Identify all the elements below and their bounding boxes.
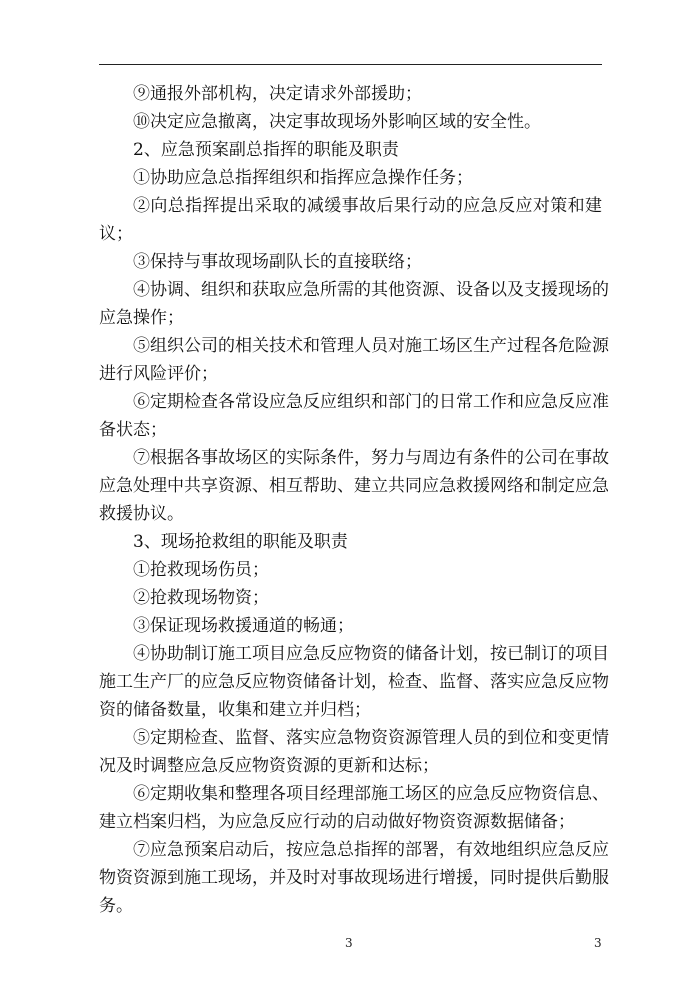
text-line: ⑤组织公司的相关技术和管理人员对施工场区生产过程各危险源 (133, 336, 609, 356)
text-line: 救援协议。 (99, 504, 184, 524)
text-line: 议； (99, 224, 133, 244)
document-body (99, 80, 609, 920)
text-line: ⑦根据各事故场区的实际条件，努力与周边有条件的公司在事故 (133, 448, 609, 468)
text-line: ①协助应急总指挥组织和指挥应急操作任务； (133, 168, 473, 188)
text-line: ⑥定期检查各常设应急反应组织和部门的日常工作和应急反应准 (133, 392, 609, 412)
text-line: 务。 (99, 896, 133, 916)
text-line: ⑨通报外部机构，决定请求外部援助； (133, 84, 422, 104)
text-line: ①抢救现场伤员； (133, 560, 269, 580)
text-line: ⑦应急预案启动后，按应急总指挥的部署，有效地组织应急反应 (133, 840, 609, 860)
text-line: 资的储备数量，收集和建立并归档； (99, 700, 371, 720)
page-number-center: 3 (345, 936, 353, 950)
page-number-right: 3 (594, 936, 602, 950)
text-line: ⑥定期收集和整理各项目经理部施工场区的应急反应物资信息、 (133, 784, 609, 804)
text-line: ②抢救现场物资； (133, 588, 269, 608)
text-line: ⑩决定应急撤离，决定事故现场外影响区域的安全性。 (133, 112, 541, 132)
text-line: 建立档案归档，为应急反应行动的启动做好物资资源数据储备； (99, 812, 575, 832)
text-line: ②向总指挥提出采取的减缓事故后果行动的应急反应对策和建 (133, 196, 602, 216)
text-line: 物资资源到施工现场，并及时对事故现场进行增援，同时提供后勤服 (99, 868, 609, 888)
text-line: ⑤定期检查、监督、落实应急物资资源管理人员的到位和变更情 (133, 728, 609, 748)
header-rule (99, 64, 602, 65)
text-line: 2、应急预案副总指挥的职能及职责 (133, 140, 399, 160)
text-line: 3、现场抢救组的职能及职责 (133, 532, 348, 552)
text-line: 况及时调整应急反应物资资源的更新和达标； (99, 756, 439, 776)
text-line: 应急操作； (99, 308, 184, 328)
text-line: 进行风险评价； (99, 364, 218, 384)
text-line: ③保持与事故现场副队长的直接联络； (133, 252, 422, 272)
text-line: ④协调、组织和获取应急所需的其他资源、设备以及支援现场的 (133, 280, 609, 300)
text-line: 备状态； (99, 420, 167, 440)
text-line: ③保证现场救援通道的畅通； (133, 616, 354, 636)
text-line: 应急处理中共享资源、相互帮助、建立共同应急救援网络和制定应急 (99, 476, 609, 496)
text-line: ④协助制订施工项目应急反应物资的储备计划，按已制订的项目 (133, 644, 609, 664)
text-line: 施工生产厂的应急反应物资储备计划，检查、监督、落实应急反应物 (99, 672, 609, 692)
